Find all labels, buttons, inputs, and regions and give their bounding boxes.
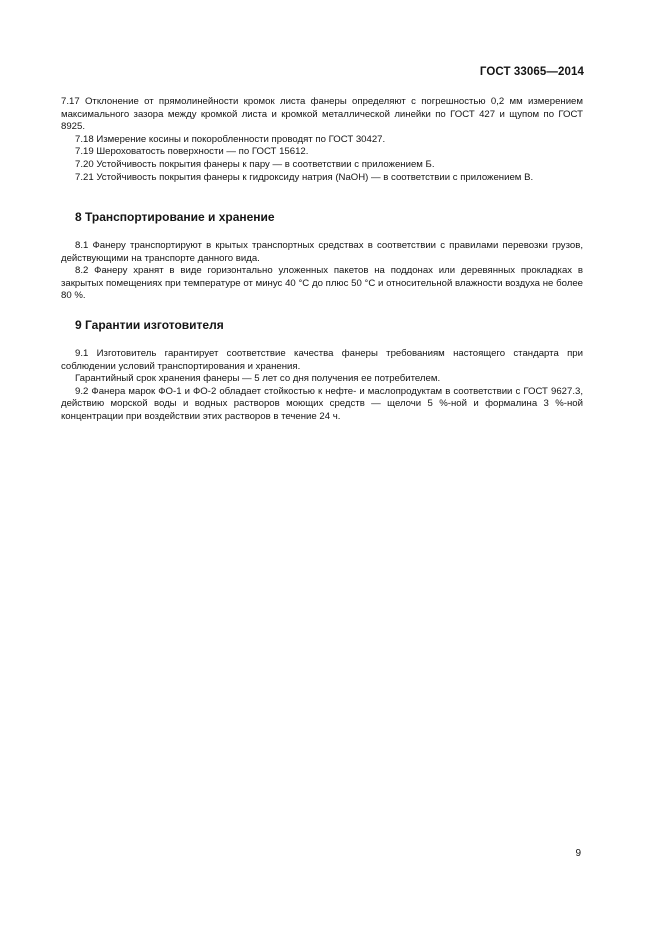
section-8-heading: 8 Транспортирование и хранение bbox=[75, 210, 275, 224]
paragraph-9-1-warranty: Гарантийный срок хранения фанеры — 5 лет со дня получения ее потребителем. bbox=[75, 373, 441, 385]
paragraph-9-2: 9.2 Фанера марок ФО-1 и ФО-2 обладает стойкостью к нефте- и маслопродуктам в соответствии с ГОСТ 9627.3, действию морской воды и водных растворов моющих средств — щелочи 5 %-ной и формалина 3 %-ной концентрации при воздействии этих растворов в течение 24 ч. bbox=[61, 385, 583, 422]
paragraph-7-19: 7.19 Шероховатость поверхности — по ГОСТ 15612. bbox=[75, 146, 309, 158]
paragraph-7-20: 7.20 Устойчивость покрытия фанеры к пару — в соответствии с приложением Б. bbox=[75, 158, 435, 170]
section-9-heading: 9 Гарантии изготовителя bbox=[75, 318, 224, 332]
paragraph-7-17-text: 7.17 Отклонение от прямолинейности кромок листа фанеры определяют с погрешностью 0,2 мм измерением максимального зазора между кромкой листа и кромкой металлической линейки по ГОСТ 427 и щупом по ГОСТ 8925. bbox=[61, 96, 583, 133]
paragraph-9-1: 9.1 Изготовитель гарантирует соответствие качества фанеры требованиям настоящего стандарта при соблюдении условий транспортирования и хранения. bbox=[61, 348, 583, 372]
page-number: 9 bbox=[575, 848, 581, 859]
paragraph-8-2: 8.2 Фанеру хранят в виде горизонтально уложенных пакетов на поддонах или деревянных прокладках в закрытых помещениях при температуре от минус 40 °C до плюс 50 °C и относительной влажности воздуха не более 80 %. bbox=[61, 265, 583, 302]
section-8-block bbox=[61, 240, 583, 303]
document-number-header: ГОСТ 33065—2014 bbox=[479, 66, 584, 78]
paragraph-7-17 bbox=[61, 96, 583, 134]
section-9-block bbox=[61, 348, 583, 424]
paragraph-7-18: 7.18 Измерение косины и покоробленности проводят по ГОСТ 30427. bbox=[75, 133, 386, 145]
paragraph-8-1: 8.1 Фанеру транспортируют в крытых транспортных средствах в соответствии с правилами перевозки грузов, действующими на транспорте данного вида. bbox=[61, 240, 583, 264]
section-7-block bbox=[61, 96, 583, 184]
paragraph-7-21: 7.21 Устойчивость покрытия фанеры к гидроксиду натрия (NaOH) — в соответствии с приложением В. bbox=[75, 171, 534, 183]
